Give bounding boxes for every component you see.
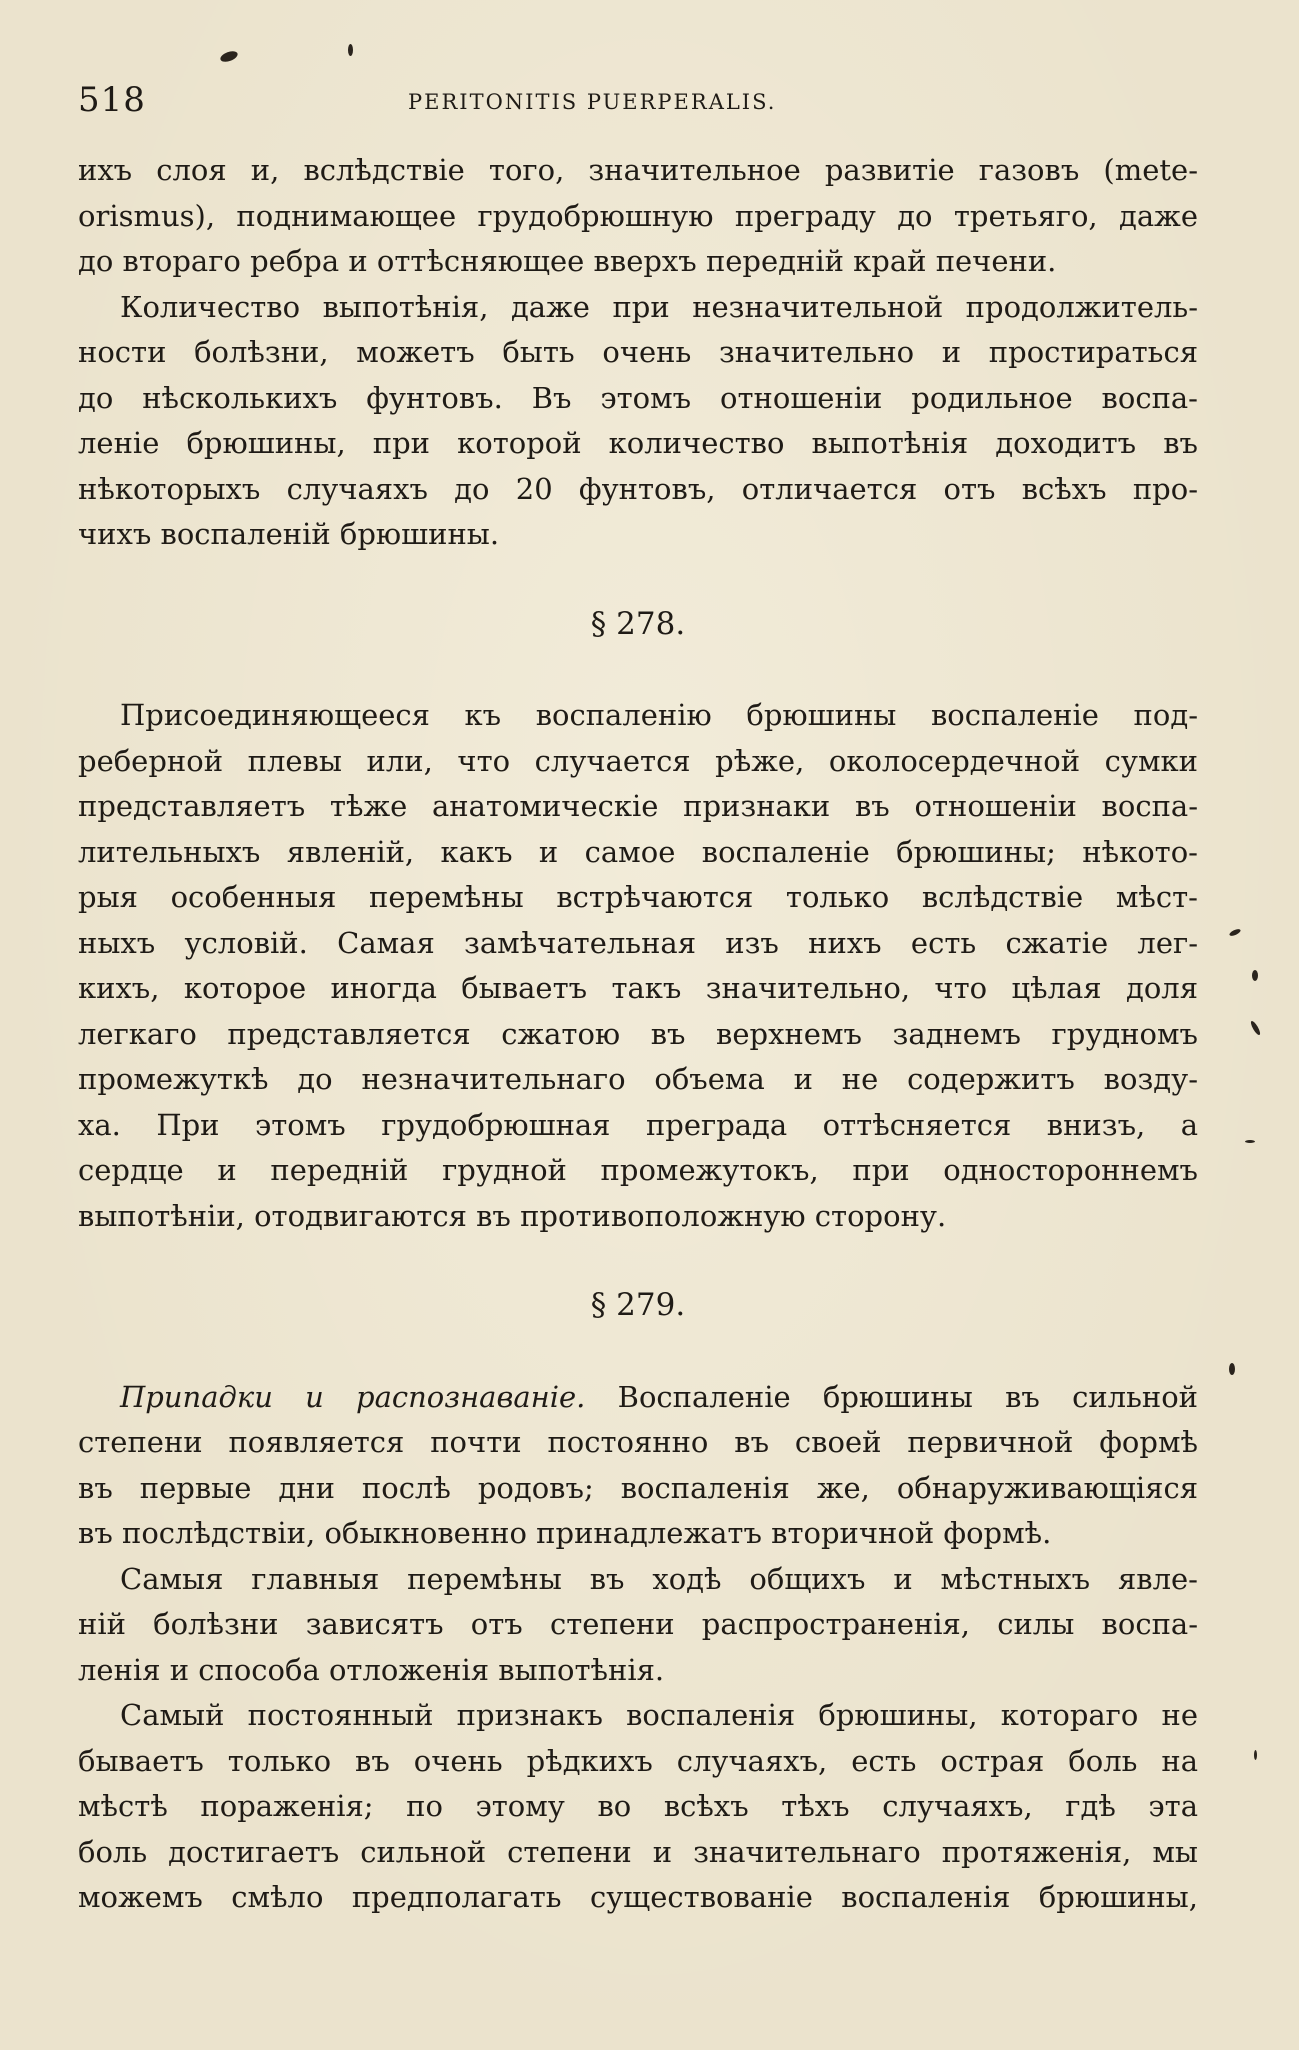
section-heading-278: § 278. [590,605,686,642]
text-line: до нѣсколькихъ фунтовъ. Въ этомъ отношеніи родильное воспа- [78,380,1198,415]
text-line: Присоединяющееся къ воспаленію брюшины воспаленіе под- [120,698,1198,732]
text-line: представляетъ тѣже анатомическіе признаки въ отношеніи воспа- [78,789,1198,823]
text-line: чихъ воспаленій брюшины. [78,517,500,551]
page-number: 518 [78,80,146,120]
text-line: Самый постоянный признакъ воспаленія брюшины, котораго не [120,1698,1198,1732]
text-line: ній болѣзни зависятъ отъ степени распространенія, силы воспа- [78,1607,1198,1641]
text-line: ныхъ условій. Самая замѣчательная изъ нихъ есть сжатіе лег- [78,925,1198,960]
text-line: Самыя главныя перемѣны въ ходѣ общихъ и мѣстныхъ явле- [120,1561,1198,1596]
ink-speck [1229,928,1242,938]
text-line: кихъ, которое иногда бываетъ такъ значительно, что цѣлая доля [78,971,1198,1005]
text-line [78,1375,1198,1421]
text-line: легкаго представляется сжатою въ верхнемъ заднемъ грудномъ [78,1016,1198,1051]
text-line: лительныхъ явленій, какъ и самое воспаленіе брюшины; нѣкото- [78,834,1198,869]
text-line: ности болѣзни, можетъ быть очень значительно и простираться [78,335,1198,369]
running-title: PERITONITIS PUERPERALIS. [408,90,777,114]
text-line: нѣкоторыхъ случаяхъ до 20 фунтовъ, отличается отъ всѣхъ про- [78,471,1198,506]
ink-speck [348,44,353,56]
ink-speck [1245,1140,1255,1143]
text-line: боль достигаетъ сильной степени и значительнаго протяженія, мы [78,1834,1198,1869]
text-line: ленія и способа отложенія выпотѣнія. [78,1652,665,1687]
ink-speck [1249,1020,1261,1036]
text-line: мѣстѣ пораженія; по этому во всѣхъ тѣхъ случаяхъ, гдѣ эта [78,1789,1198,1823]
text-line: можемъ смѣло предполагать существованіе воспаленія брюшины, [78,1880,1198,1914]
text-line: рыя особенныя перемѣны встрѣчаются только вслѣдствіе мѣст- [78,880,1198,914]
text-line: до втораго ребра и оттѣсняющее вверхъ передній край печени. [78,244,1057,278]
text-line: промежуткѣ до незначительнаго объема и не содержитъ возду- [78,1062,1198,1096]
text-line: леніе брюшины, при которой количество выпотѣнія доходитъ въ [78,426,1198,460]
subsection-heading: Припадки и распознаваніе. [120,1379,586,1414]
text-line: реберной плевы или, что случается рѣже, околосердечной сумки [78,743,1198,778]
text-span: Воспаленіе брюшины въ сильной [585,1379,1198,1414]
ink-speck [1229,1363,1235,1375]
running-head [78,80,1208,120]
text-line: Количество выпотѣнія, даже при незначительной продолжитель- [120,289,1198,324]
section-heading-279: § 279. [590,1287,686,1323]
text-line: orismus), поднимающее грудобрюшную преграду до третьяго, даже [78,198,1198,233]
text-line: выпотѣніи, отодвигаются въ противоположную сторону. [78,1198,947,1233]
text-line: въ первые дни послѣ родовъ; воспаленія же, обнаруживающіяся [78,1470,1198,1505]
ink-speck [219,49,239,64]
ink-speck [1254,1750,1257,1760]
text-line: сердце и передній грудной промежутокъ, при одностороннемъ [78,1153,1198,1187]
text-line: въ послѣдствіи, обыкновенно принадлежатъ вторичной формѣ. [78,1516,1052,1550]
text-line: степени появляется почти постоянно въ своей первичной формѣ [78,1425,1198,1459]
ink-speck [1252,970,1258,981]
text-line: ха. При этомъ грудобрюшная преграда оттѣсняется внизъ, а [78,1107,1198,1142]
text-line: ихъ слоя и, вслѣдствіе того, значительное развитіе газовъ (mete- [78,153,1198,187]
body-text [78,148,1198,1921]
text-line: бываетъ только въ очень рѣдкихъ случаяхъ, есть острая боль на [78,1743,1198,1778]
